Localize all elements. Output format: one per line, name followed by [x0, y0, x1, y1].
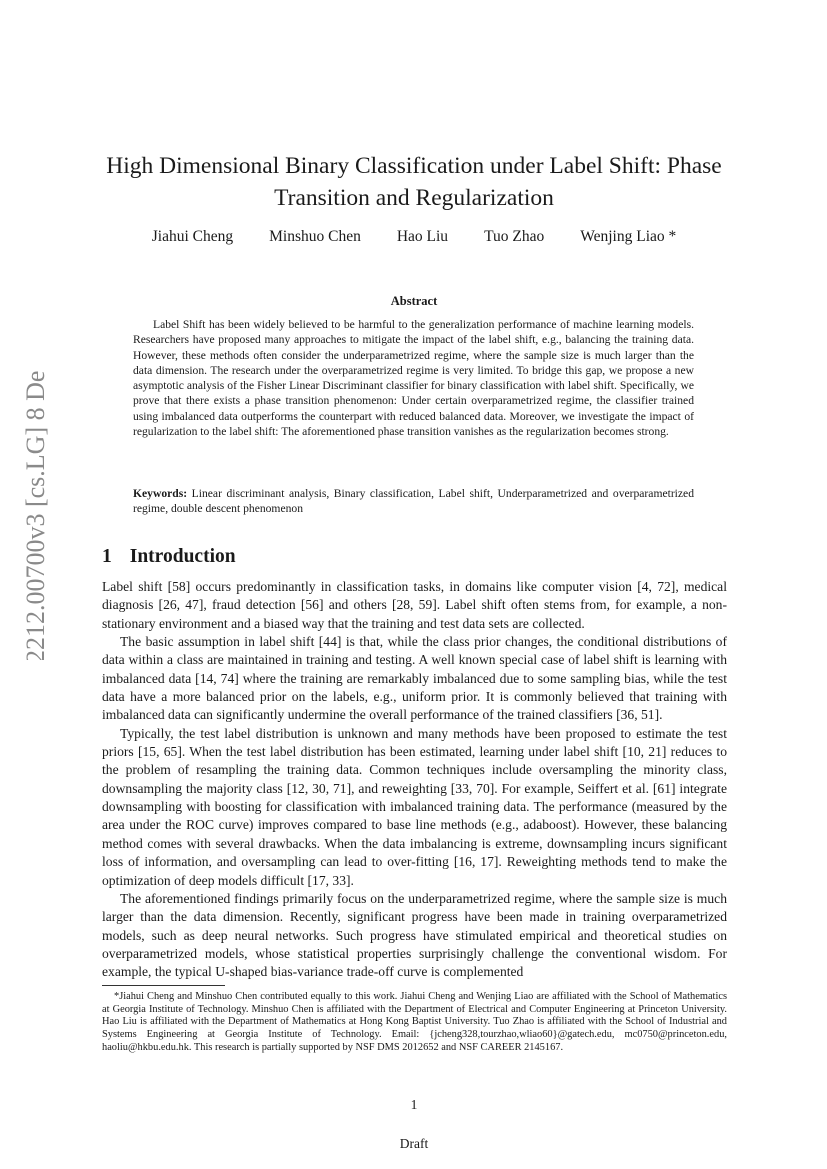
section-body — [102, 578, 727, 982]
author-name: Jiahui Cheng — [151, 228, 234, 245]
paragraph: The aforementioned findings primarily focus on the underparametrized regime, where the sample size is much larger than the data dimension. Recently, significant progress have been made in training overparametrized models, such as deep neural networks. Such progress have stimulated empirical and theoretical studies on overparametrized models, whose statistical properties surprisingly challenge the conventional wisdom. For example, the typical U-shaped bias-variance trade-off curve is complemented — [102, 890, 727, 980]
paragraph: Label shift [58] occurs predominantly in classification tasks, in domains like computer vision [4, 72], medical diagnosis [26, 47], fraud detection [56] and others [28, 59]. Label shift often stems from, for example, a non-stationary environment and a biased way that the training and test data sets are collected. — [102, 579, 727, 631]
page-number: 1 — [410, 1097, 418, 1112]
author-list — [100, 228, 728, 246]
footnote — [102, 991, 727, 1055]
abstract-text: Label Shift has been widely believed to be harmful to the generalization performance of machine learning models. Researchers have proposed many approaches to mitigate the impact of the label shift, e.g., balancing the training data. However, these methods often consider the underparametrized regime, where the sample size is much larger than the data dimension. The research under the overparametrized regime is very limited. To bridge this gap, we propose a new asymptotic analysis of the Fisher Linear Discriminant classifier for binary classification with label shift. Specifically, we prove that there exists a phase transition phenomenon: Under certain overparametrized regime, the classifier trained using imbalanced data outperforms the counterpart with reduced balanced data. Moreover, we investigate the impact of regularization to the label shift: The aforementioned phase transition vanishes as the regularization becomes strong. — [133, 318, 694, 439]
keywords — [133, 486, 694, 517]
section-number: 1 — [102, 546, 112, 567]
author-name: Hao Liu — [396, 228, 449, 245]
footnote-rule — [102, 985, 225, 986]
section-heading — [102, 546, 236, 568]
paragraph: Typically, the test label distribution is unknown and many methods have been proposed to estimate the test priors [15, 65]. When the test label distribution has been estimated, learning under label shift [10, 21] reduces to the problem of resampling the training data. Common techniques include oversampling the minority class, downsampling the majority class [12, 30, 71], and reweighting [33, 70]. For example, Seiffert et al. [61] integrate downsampling with boosting for classification with imbalanced training data. The performance (measured by the area under the ROC curve) improves compared to base line methods (e.g., adaboost). However, these balancing method comes with several drawbacks. When the data imbalancing is extreme, downsampling incurs significant loss of information, and oversampling can lead to over-fitting [16, 17]. Reweighting methods tend to make the optimization of deep models difficult [17, 33]. — [102, 725, 727, 888]
author-name: Tuo Zhao — [484, 228, 545, 245]
author-name: Wenjing Liao * — [580, 228, 677, 245]
draft-label: Draft — [399, 1136, 429, 1151]
paragraph: The basic assumption in label shift [44] is that, while the class prior changes, the conditional distributions of data within a class are maintained in training and testing. A well known special case of label shift is learning with imbalanced data [14, 74] where the training are remarkably imbalanced due to some sampling bias, while the test data have a more balanced prior on the labels, e.g., uniform prior. It is commonly believed that training with imbalanced data can significantly undermine the overall performance of the trained classifiers [36, 51]. — [102, 634, 727, 723]
paper-title: High Dimensional Binary Classification under Label Shift: Phase Transition and Regularization — [106, 153, 722, 211]
arxiv-identifier-text: arXiv:2212.00700v3 [cs.LG] 8 Dec 2022 — [21, 370, 50, 660]
keywords-label: Keywords: — [133, 487, 188, 500]
section-title: Introduction — [129, 546, 236, 567]
footnote-text: *Jiahui Cheng and Minshuo Chen contributed equally to this work. Jiahui Cheng and Wenjing Liao are affiliated with the School of Mathematics at Georgia Institute of Technology. Minshuo Chen is affiliated with the Department of Electrical and Computer Engineering at Princeton University. Hao Liu is affiliated with the Department of Mathematics at Hong Kong Baptist University. Tuo Zhao is affiliated with the School of Industrial and Systems Engineering at Georgia Institute of Technology. Email: {jcheng328,tourzhao,wliao60}@gatech.edu, mc0750@princeton.edu, haoliu@hkbu.edu.hk. This research is partially supported by NSF DMS 2012652 and NSF CAREER 2145167. — [102, 991, 727, 1053]
keywords-text: Linear discriminant analysis, Binary classification, Label shift, Underparametrized and overparametrized regime, double descent phenomenon — [133, 487, 694, 516]
abstract-heading: Abstract — [390, 294, 438, 308]
author-name: Minshuo Chen — [269, 228, 361, 245]
arxiv-identifier-stamp — [14, 370, 74, 660]
